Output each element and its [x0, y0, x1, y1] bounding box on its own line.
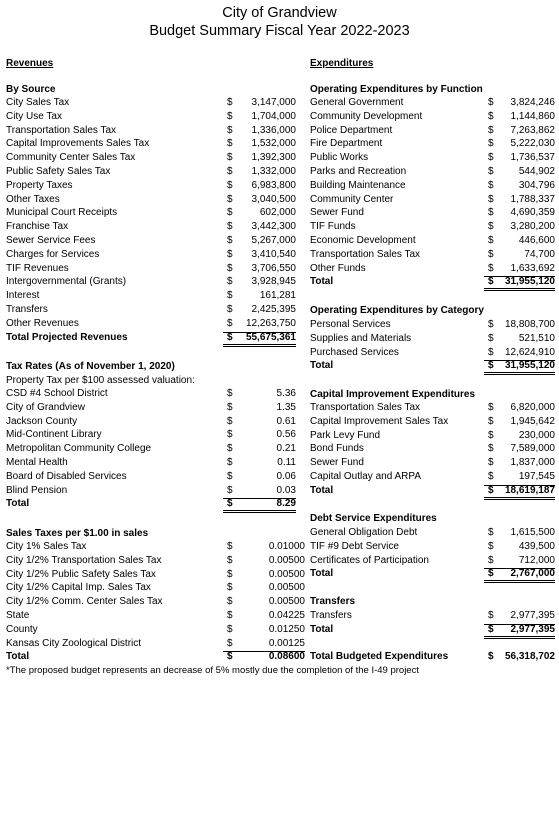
tax-rate-total-amount: 8.29 — [276, 498, 296, 510]
transfer-total-amount: 2,977,395 — [510, 623, 555, 635]
category-row-label: Supplies and Materials — [310, 332, 412, 344]
category-row — [310, 332, 555, 346]
tax-rate-total-currency: $ — [227, 498, 233, 510]
debt-row — [310, 540, 555, 554]
revenue-row-amount: 6,983,800 — [251, 179, 296, 191]
revenue-row-currency: $ — [227, 304, 233, 315]
transfer-row-label: Transfers — [310, 610, 352, 621]
grand-total-row-currency: $ — [488, 651, 494, 662]
revenue-row-label: Community Center Sales Tax — [6, 152, 136, 164]
revenue-row-amount: 3,928,945 — [251, 276, 296, 288]
function-row — [310, 234, 555, 248]
revenue-row-currency: $ — [227, 110, 233, 122]
capital-total-amount: 18,619,187 — [504, 484, 555, 496]
revenue-row — [6, 165, 296, 179]
revenue-row-currency: $ — [227, 152, 233, 164]
function-row-currency: $ — [488, 152, 494, 164]
tax-rate-row-label: Jackson County — [6, 415, 78, 427]
tax-rate-row-currency: $ — [227, 388, 233, 399]
capital-row-label: Capital Improvement Sales Tax — [310, 415, 449, 427]
revenue-row-label: Public Safety Sales Tax — [6, 166, 111, 177]
sales-tax-row-currency: $ — [227, 582, 233, 594]
capital-row-amount: 6,820,000 — [510, 402, 555, 413]
revenue-row-currency: $ — [227, 248, 233, 260]
category-total-amount: 31,955,120 — [504, 360, 555, 372]
function-total-label: Total — [310, 276, 334, 288]
function-row-amount: 1,736,537 — [510, 152, 555, 164]
revenue-row — [6, 317, 296, 331]
revenue-row-currency: $ — [227, 166, 233, 177]
function-row-amount: 3,280,200 — [510, 221, 555, 233]
debt-row-amount: 1,615,500 — [510, 527, 555, 538]
sales-tax-row — [6, 554, 305, 568]
tax-rate-row — [6, 442, 296, 456]
function-row-currency: $ — [488, 124, 494, 136]
revenue-row — [6, 262, 296, 276]
debt-total-label: Total — [310, 568, 334, 580]
function-row-label: Building Maintenance — [310, 179, 406, 191]
revenue-row — [6, 220, 296, 234]
tax-rate-total — [6, 497, 296, 511]
tax-rate-row-amount: 0.61 — [276, 415, 296, 427]
footnote: *The proposed budget represents an decrease of 5% mostly due the completion of the I-49 project — [6, 665, 419, 676]
revenue-row-label: Franchise Tax — [6, 221, 69, 233]
tax-rates-title: Tax Rates (As of November 1, 2020) — [6, 361, 175, 372]
function-row-amount: 5,222,030 — [510, 138, 555, 150]
tax-rates-subtitle: Property Tax per $100 assessed valuation: — [6, 375, 195, 386]
sales-tax-row-amount: 0.04225 — [268, 610, 305, 621]
revenues-heading: Revenues — [6, 58, 54, 69]
debt-row-currency: $ — [488, 527, 494, 538]
revenue-row — [6, 137, 296, 151]
function-row-currency: $ — [488, 248, 494, 260]
grand-total-row-amount: 56,318,702 — [504, 651, 555, 662]
tax-rate-row — [6, 484, 296, 498]
revenue-row-currency: $ — [227, 207, 233, 219]
tax-rate-row-currency: $ — [227, 415, 233, 427]
tax-rate-row-currency: $ — [227, 401, 233, 413]
document-subtitle: Budget Summary Fiscal Year 2022-2023 — [149, 23, 410, 39]
revenue-row-label: Sewer Service Fees — [6, 235, 96, 246]
revenue-row-label: Other Taxes — [6, 193, 60, 205]
revenue-row — [6, 124, 296, 138]
revenue-total — [6, 331, 296, 345]
function-row-currency: $ — [488, 166, 494, 177]
debt-row — [310, 554, 555, 568]
revenue-total-amount: 55,675,361 — [245, 331, 296, 343]
function-row — [310, 137, 555, 151]
capital-row-label: Sewer Fund — [310, 457, 364, 469]
document-title: City of Grandview — [222, 5, 337, 21]
revenue-row — [6, 193, 296, 207]
function-row-label: Transportation Sales Tax — [310, 248, 421, 260]
function-row — [310, 110, 555, 124]
category-row-currency: $ — [488, 346, 494, 358]
tax-rate-row-label: CSD #4 School District — [6, 388, 108, 399]
debt-row-currency: $ — [488, 540, 494, 552]
sales-tax-row — [6, 637, 305, 651]
capital-row — [310, 401, 555, 415]
revenue-row — [6, 110, 296, 124]
function-row-currency: $ — [488, 97, 494, 108]
debt-row-amount: 712,000 — [518, 554, 555, 566]
revenue-row-amount: 1,532,000 — [251, 138, 296, 150]
function-row-amount: 74,700 — [524, 248, 555, 260]
sales-taxes-title: Sales Taxes per $1.00 in sales — [6, 528, 149, 539]
tax-rate-row-currency: $ — [227, 457, 233, 468]
tax-rate-row — [6, 401, 296, 415]
function-row — [310, 262, 555, 276]
sales-tax-row — [6, 568, 305, 582]
revenue-row-label: Transportation Sales Tax — [6, 124, 117, 136]
function-row-label: Other Funds — [310, 262, 366, 274]
sales-tax-row-amount: 0.00500 — [268, 596, 305, 608]
revenue-row-label: Transfers — [6, 304, 48, 315]
category-row — [310, 346, 555, 360]
sales-tax-row-amount: 0.01000 — [268, 541, 305, 552]
tax-rate-row-label: Board of Disabled Services — [6, 470, 127, 482]
debt-total — [310, 567, 555, 581]
revenue-row-currency: $ — [227, 138, 233, 150]
revenue-row — [6, 275, 296, 289]
tax-rate-row-label: Mid-Continent Library — [6, 429, 102, 441]
by-source-title: By Source — [6, 84, 56, 95]
debt-row-label: General Obligation Debt — [310, 527, 418, 538]
revenue-row-amount: 3,040,500 — [251, 193, 296, 205]
transfer-row — [310, 609, 555, 623]
capital-row — [310, 456, 555, 470]
revenue-row-label: Capital Improvements Sales Tax — [6, 138, 150, 150]
tax-rate-row — [6, 387, 296, 401]
tax-rate-row-currency: $ — [227, 470, 233, 482]
function-row-label: Fire Department — [310, 138, 383, 150]
transfer-total-currency: $ — [488, 623, 494, 635]
revenue-row-currency: $ — [227, 262, 233, 274]
function-row-label: Police Department — [310, 124, 393, 136]
transfer-row-currency: $ — [488, 610, 494, 621]
function-row-amount: 1,633,692 — [510, 262, 555, 274]
function-row-amount: 1,788,337 — [510, 193, 555, 205]
revenue-row-label: Property Taxes — [6, 179, 73, 191]
revenue-row — [6, 303, 296, 317]
capital-row-amount: 7,589,000 — [510, 443, 555, 455]
category-row-currency: $ — [488, 319, 494, 330]
revenue-row — [6, 248, 296, 262]
sales-tax-row-currency: $ — [227, 637, 233, 649]
function-row — [310, 193, 555, 207]
capital-row — [310, 415, 555, 429]
function-row-label: Economic Development — [310, 235, 416, 246]
revenue-row-amount: 12,263,750 — [245, 317, 296, 329]
function-row-amount: 446,600 — [518, 235, 555, 246]
function-row — [310, 124, 555, 138]
function-row-amount: 1,144,860 — [510, 110, 555, 122]
revenue-row-amount: 5,267,000 — [251, 235, 296, 246]
grand-total-row — [310, 650, 555, 664]
sales-tax-row-label: City 1/2% Public Safety Sales Tax — [6, 568, 156, 580]
sales-tax-row-currency: $ — [227, 623, 233, 635]
sales-tax-row — [6, 540, 305, 554]
sales-tax-total-currency: $ — [227, 651, 233, 663]
sales-tax-row-currency: $ — [227, 568, 233, 580]
revenue-total-label: Total Projected Revenues — [6, 331, 128, 343]
capital-row-amount: 1,837,000 — [510, 457, 555, 469]
function-row-currency: $ — [488, 207, 494, 219]
sales-tax-row — [6, 623, 305, 637]
sales-tax-row-label: City 1/2% Transportation Sales Tax — [6, 554, 162, 566]
sales-tax-row-label: City 1/2% Capital Imp. Sales Tax — [6, 582, 151, 594]
tax-rate-row — [6, 470, 296, 484]
sales-tax-row-amount: 0.00500 — [268, 568, 305, 580]
revenue-row-amount: 161,281 — [259, 290, 296, 302]
function-total — [310, 275, 555, 289]
sales-tax-total-amount: 0.08600 — [268, 651, 305, 663]
debt-total-amount: 2,767,000 — [510, 568, 555, 580]
function-row — [310, 206, 555, 220]
capital-row-currency: $ — [488, 457, 494, 469]
function-row-label: Community Center — [310, 193, 394, 205]
sales-tax-row — [6, 595, 305, 609]
revenue-row — [6, 234, 296, 248]
sales-tax-total-label: Total — [6, 651, 30, 663]
transfer-total — [310, 623, 555, 637]
function-row-label: Public Works — [310, 152, 369, 164]
revenue-row-currency: $ — [227, 235, 233, 246]
tax-rate-row-label: City of Grandview — [6, 401, 85, 413]
by-category-title: Operating Expenditures by Category — [310, 305, 484, 316]
function-row — [310, 165, 555, 179]
tax-rate-row-label: Metropolitan Community College — [6, 443, 152, 455]
function-row — [310, 96, 555, 110]
revenue-row-amount: 1,332,000 — [251, 166, 296, 177]
revenue-row-currency: $ — [227, 221, 233, 233]
revenue-row-label: Intergovernmental (Grants) — [6, 276, 127, 288]
tax-rate-row-currency: $ — [227, 429, 233, 441]
revenue-row-label: Interest — [6, 290, 40, 302]
tax-rate-row-amount: 0.03 — [276, 484, 296, 496]
capital-row-currency: $ — [488, 429, 494, 441]
capital-row-amount: 230,000 — [518, 429, 555, 441]
capital-row-currency: $ — [488, 471, 494, 482]
function-row-currency: $ — [488, 262, 494, 274]
tax-rate-row-amount: 5.36 — [276, 388, 296, 399]
capital-row-currency: $ — [488, 443, 494, 455]
category-row-amount: 521,510 — [518, 332, 555, 344]
tax-rate-row-amount: 0.06 — [276, 470, 296, 482]
sales-tax-row-amount: 0.00125 — [268, 637, 305, 649]
sales-tax-row-currency: $ — [227, 554, 233, 566]
function-row-amount: 7,263,862 — [510, 124, 555, 136]
sales-tax-row-currency: $ — [227, 541, 233, 552]
function-row-currency: $ — [488, 138, 494, 150]
tax-rate-row-currency: $ — [227, 443, 233, 455]
capital-row — [310, 429, 555, 443]
transfer-total-label: Total — [310, 623, 334, 635]
revenue-row-currency: $ — [227, 290, 233, 302]
function-row-amount: 3,824,246 — [510, 97, 555, 108]
tax-rate-row-amount: 0.21 — [276, 443, 296, 455]
revenue-row-currency: $ — [227, 179, 233, 191]
revenue-row-amount: 3,410,540 — [251, 248, 296, 260]
function-total-currency: $ — [488, 276, 494, 288]
category-row-label: Purchased Services — [310, 346, 399, 358]
function-row — [310, 220, 555, 234]
revenue-row-currency: $ — [227, 193, 233, 205]
sales-tax-row-amount: 0.01250 — [268, 623, 305, 635]
function-row-currency: $ — [488, 221, 494, 233]
revenue-row — [6, 206, 296, 220]
sales-tax-row-label: State — [6, 610, 30, 621]
revenue-row — [6, 289, 296, 303]
tax-rate-row — [6, 428, 296, 442]
category-row-amount: 18,808,700 — [504, 319, 555, 330]
by-function-title: Operating Expenditures by Function — [310, 84, 483, 95]
tax-rate-row-label: Blind Pension — [6, 484, 68, 496]
revenue-row-amount: 3,147,000 — [251, 97, 296, 108]
revenue-row-label: Municipal Court Receipts — [6, 207, 118, 219]
revenue-row — [6, 96, 296, 110]
revenue-row-amount: 602,000 — [259, 207, 296, 219]
revenue-row-currency: $ — [227, 97, 233, 108]
sales-tax-row-label: Kansas City Zoological District — [6, 637, 142, 649]
sales-tax-row — [6, 609, 305, 623]
function-row — [310, 151, 555, 165]
revenue-row-amount: 3,442,300 — [251, 221, 296, 233]
debt-title: Debt Service Expenditures — [310, 513, 437, 524]
tax-rate-total-label: Total — [6, 498, 30, 510]
tax-rate-row — [6, 456, 296, 470]
function-row-currency: $ — [488, 110, 494, 122]
category-total-currency: $ — [488, 360, 494, 372]
transfer-row-amount: 2,977,395 — [510, 610, 555, 621]
capital-row-currency: $ — [488, 402, 494, 413]
sales-tax-row-currency: $ — [227, 610, 233, 621]
function-row — [310, 179, 555, 193]
tax-rate-row-amount: 0.56 — [276, 429, 296, 441]
debt-row-amount: 439,500 — [518, 540, 555, 552]
category-row — [310, 318, 555, 332]
revenue-row-label: Other Revenues — [6, 317, 79, 329]
grand-total-row-label: Total Budgeted Expenditures — [310, 651, 449, 662]
sales-tax-row-label: City 1/2% Comm. Center Sales Tax — [6, 596, 163, 608]
revenue-row-label: Charges for Services — [6, 248, 100, 260]
category-total-label: Total — [310, 360, 334, 372]
capital-row-amount: 197,545 — [518, 471, 555, 482]
capital-row — [310, 442, 555, 456]
revenue-total-currency: $ — [227, 331, 233, 343]
function-total-amount: 31,955,120 — [504, 276, 555, 288]
expenditures-heading: Expenditures — [310, 58, 374, 69]
capital-row-amount: 1,945,642 — [510, 415, 555, 427]
tax-rate-row — [6, 415, 296, 429]
category-row-label: Personal Services — [310, 319, 391, 330]
capital-row-label: Transportation Sales Tax — [310, 402, 421, 413]
capital-row — [310, 470, 555, 484]
tax-rate-row-label: Mental Health — [6, 457, 68, 468]
capital-row-currency: $ — [488, 415, 494, 427]
function-row-amount: 304,796 — [518, 179, 555, 191]
sales-tax-row-label: City 1% Sales Tax — [6, 541, 87, 552]
capital-row-label: Park Levy Fund — [310, 429, 381, 441]
function-row-amount: 544,902 — [518, 166, 555, 177]
function-row-label: Sewer Fund — [310, 207, 364, 219]
revenue-row-amount: 1,392,300 — [251, 152, 296, 164]
revenue-row-amount: 1,704,000 — [251, 110, 296, 122]
capital-total — [310, 484, 555, 498]
revenue-row-label: City Sales Tax — [6, 97, 70, 108]
function-row-currency: $ — [488, 235, 494, 246]
function-row-label: Community Development — [310, 110, 423, 122]
sales-tax-row — [6, 581, 305, 595]
transfers-title: Transfers — [310, 596, 356, 607]
category-row-currency: $ — [488, 332, 494, 344]
function-row-label: Parks and Recreation — [310, 166, 407, 177]
revenue-row-amount: 2,425,395 — [251, 304, 296, 315]
capital-total-currency: $ — [488, 484, 494, 496]
revenue-row — [6, 179, 296, 193]
debt-total-currency: $ — [488, 568, 494, 580]
revenue-row-amount: 1,336,000 — [251, 124, 296, 136]
debt-row-currency: $ — [488, 554, 494, 566]
tax-rate-row-currency: $ — [227, 484, 233, 496]
revenue-row-currency: $ — [227, 276, 233, 288]
revenue-row-currency: $ — [227, 317, 233, 329]
revenue-row-label: City Use Tax — [6, 110, 62, 122]
revenue-row-amount: 3,706,550 — [251, 262, 296, 274]
function-row-currency: $ — [488, 179, 494, 191]
function-row-currency: $ — [488, 193, 494, 205]
tax-rate-row-amount: 0.11 — [277, 457, 296, 468]
category-row-amount: 12,624,910 — [504, 346, 555, 358]
capital-row-label: Bond Funds — [310, 443, 364, 455]
debt-row-label: TIF #9 Debt Service — [310, 540, 399, 552]
function-row — [310, 248, 555, 262]
sales-tax-row-amount: 0.00500 — [268, 582, 305, 594]
capital-row-label: Capital Outlay and ARPA — [310, 471, 421, 482]
revenue-row-currency: $ — [227, 124, 233, 136]
sales-tax-total — [6, 650, 305, 664]
function-row-label: TIF Funds — [310, 221, 356, 233]
revenue-row-label: TIF Revenues — [6, 262, 69, 274]
debt-row — [310, 526, 555, 540]
debt-row-label: Certificates of Participation — [310, 554, 429, 566]
function-row-label: General Government — [310, 97, 404, 108]
tax-rate-row-amount: 1.35 — [276, 401, 296, 413]
sales-tax-row-label: County — [6, 623, 38, 635]
sales-tax-row-amount: 0.00500 — [268, 554, 305, 566]
sales-tax-row-currency: $ — [227, 596, 233, 608]
capital-total-label: Total — [310, 484, 334, 496]
revenue-row — [6, 151, 296, 165]
function-row-amount: 4,690,359 — [510, 207, 555, 219]
capital-title: Capital Improvement Expenditures — [310, 389, 476, 400]
category-total — [310, 359, 555, 373]
